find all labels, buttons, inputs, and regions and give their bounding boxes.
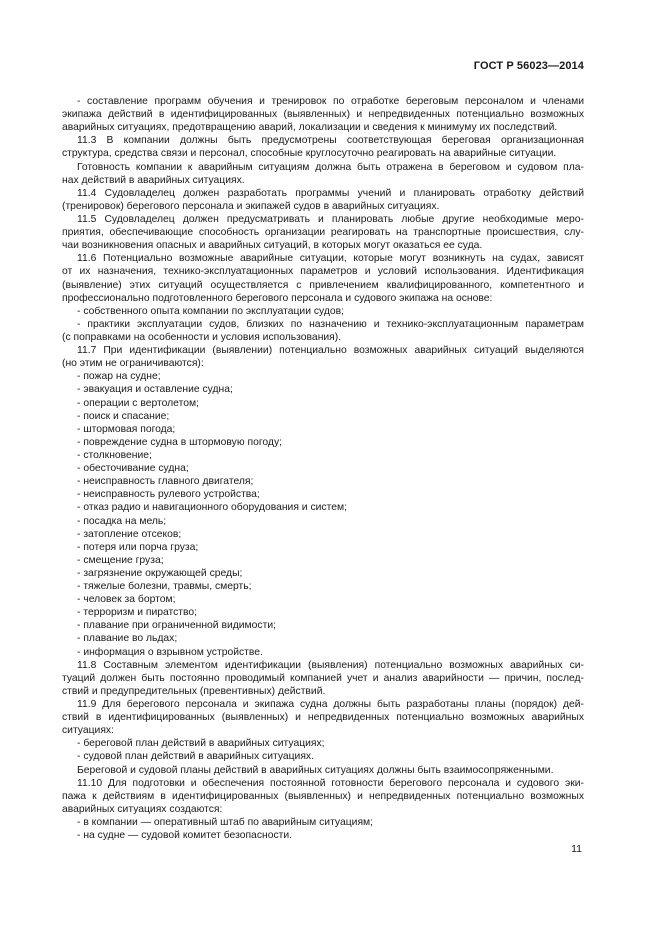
text-line: - смещение груза; [77, 554, 164, 566]
page-number: 11 [571, 843, 582, 855]
text-line: - штормовая погода; [77, 423, 176, 435]
text-line: экипажа действий в идентифицированных (выявленных) и непредвиденных потенциально возможных [62, 109, 584, 121]
text-line: Готовность компании к аварийным ситуациям должна быть отражена в береговом и судовом пла- [77, 161, 584, 173]
text-line: - на судне — судовой комитет безопасности. [77, 830, 293, 842]
text-line: - терроризм и пиратство; [77, 607, 198, 619]
paragraph [62, 541, 584, 554]
text-line: - затопление отсеков; [77, 528, 182, 540]
text-line: чаи возникновения опасных и аварийных ситуаций, в которых могут оказаться ее суда. [62, 240, 483, 252]
text-line: - потеря или порча груза; [77, 541, 199, 553]
text-line: (с поправками на особенности и условия использования). [62, 331, 342, 343]
text-line: - поиск и спасание; [77, 410, 170, 422]
document-code-header: ГОСТ Р 56023—2014 [473, 60, 584, 72]
text-line: ствий и предупредительных (превентивных) действий. [62, 685, 326, 697]
paragraph [62, 777, 584, 816]
paragraph [62, 344, 584, 370]
paragraph [62, 383, 584, 396]
text-line: 11.4 Судовладелец должен разработать программы учений и планировать отработку действий [77, 187, 584, 199]
paragraph [62, 737, 584, 750]
text-line: - практики эксплуатации судов, близких по назначению и технико-эксплуатационным параметрам [77, 318, 584, 330]
text-line: 11.8 Составным элементом идентификации (выявления) потенциально возможных аварийных си- [77, 659, 584, 671]
paragraph [62, 475, 584, 488]
text-line: - отказ радио и навигационного оборудования и систем; [77, 502, 347, 514]
paragraph [62, 580, 584, 593]
paragraph [62, 501, 584, 514]
paragraph [62, 370, 584, 383]
paragraph [62, 161, 584, 187]
text-line: - неисправность главного двигателя; [77, 476, 254, 488]
paragraph [62, 593, 584, 606]
paragraph [62, 305, 584, 318]
text-line: - в компании — оперативный штаб по аварийным ситуациям; [77, 817, 374, 829]
text-line: приятия, обеспечивающие способность организации реагировать на транспортные происшествия, слу- [62, 227, 584, 239]
paragraph [62, 397, 584, 410]
text-line: аварийных ситуациях создаются: [62, 803, 223, 815]
paragraph [62, 436, 584, 449]
paragraph [62, 606, 584, 619]
text-line: 11.7 При идентификации (выявлении) потенциально возможных аварийных ситуаций выделяются [77, 345, 584, 357]
text-line: - человек за бортом; [77, 594, 176, 606]
text-line: 11.6 Потенциально возможные аварийные ситуации, которые могут возникнуть на судах, зависят [77, 253, 584, 265]
paragraph [62, 462, 584, 475]
paragraph [62, 816, 584, 829]
paragraph [62, 318, 584, 344]
text-line: 11.5 Судовладелец должен предусматривать и планировать любые другие необходимые меро- [77, 213, 584, 225]
paragraph [62, 750, 584, 763]
paragraph [62, 515, 584, 528]
paragraph [62, 619, 584, 632]
paragraph [62, 698, 584, 737]
text-line: - столкновение; [77, 449, 152, 461]
text-line: 11.9 Для берегового персонала и экипажа судна должны быть разработаны планы (порядок) дей- [77, 699, 584, 711]
text-line: (выявление) этих ситуаций осуществляется с привлечением квалифицированного, компетентного и [62, 279, 584, 291]
paragraph [62, 134, 584, 160]
text-line: от их назначения, технико-эксплуатационных параметров и условий использования. Идентификация [62, 266, 584, 278]
text-line: - эвакуация и оставление судна; [77, 384, 233, 396]
document-body [62, 95, 584, 842]
text-line: - пожар на судне; [77, 371, 161, 383]
text-line: (но этим не ограничиваются): [62, 358, 204, 370]
text-line: - судовой план действий в аварийных ситуациях. [77, 751, 314, 763]
paragraph [62, 646, 584, 659]
paragraph [62, 488, 584, 501]
text-line: - тяжелые болезни, травмы, смерть; [77, 581, 252, 593]
text-line: - составление программ обучения и тренировок по отработке береговым персоналом и членами [77, 96, 584, 107]
text-line: - плавание при ограниченной видимости; [77, 620, 276, 632]
paragraph [62, 423, 584, 436]
paragraph [62, 764, 584, 777]
text-line: туаций должен быть постоянно проводимый компанией учет и анализ аварийности — причин, послед- [62, 672, 584, 684]
paragraph [62, 632, 584, 645]
text-line: Береговой и судовой планы действий в аварийных ситуациях должны быть взаимосопряженными. [77, 764, 554, 776]
text-line: - обесточивание судна; [77, 463, 189, 475]
text-line: - посадка на мель; [77, 515, 167, 527]
paragraph [62, 449, 584, 462]
text-line: - собственного опыта компании по эксплуатации судов; [77, 305, 345, 317]
text-line: нах действий в аварийных ситуациях. [62, 174, 245, 186]
paragraph [62, 187, 584, 213]
text-line: - неисправность рулевого устройства; [77, 489, 260, 501]
text-line: 11.3 В компании должны быть предусмотрены соответствующая береговая организационная [77, 135, 584, 147]
paragraph [62, 554, 584, 567]
text-line: ствий в идентифицированных (выявленных) и непредвиденных потенциально возможных аварийных [62, 712, 584, 724]
text-line: - плавание во льдах; [77, 633, 178, 645]
paragraph [62, 659, 584, 698]
paragraph [62, 829, 584, 842]
paragraph [62, 252, 584, 304]
paragraph [62, 410, 584, 423]
text-line: - повреждение судна в штормовую погоду; [77, 436, 282, 448]
text-line: - информация о взрывном устройстве. [77, 646, 263, 658]
text-line: профессионально подготовленного берегового персонала и судового экипажа на основе: [62, 292, 493, 304]
paragraph [62, 567, 584, 580]
text-line: 11.10 Для подготовки и обеспечения постоянной готовности берегового персонала и судового эки- [77, 777, 584, 789]
text-line: ситуациях: [62, 725, 114, 737]
text-line: - операции с вертолетом; [77, 397, 199, 409]
text-line: пажа к действиям в идентифицированных (выявленных) и непредвиденных потенциально возможных [62, 790, 584, 802]
text-line: (тренировок) берегового персонала и экипажей судов в аварийных ситуациях. [62, 200, 440, 212]
text-line: структура, средства связи и персонал, способные круглосуточно реагировать на аварийные ситуации. [62, 148, 557, 160]
text-line: - береговой план действий в аварийных ситуациях; [77, 738, 325, 750]
text-line: аварийных ситуациях, предотвращению аварий, локализации и сведения к минимуму их последствий. [62, 122, 558, 134]
paragraph [62, 95, 584, 134]
text-line: - загрязнение окружающей среды; [77, 567, 243, 579]
paragraph [62, 213, 584, 252]
paragraph [62, 528, 584, 541]
